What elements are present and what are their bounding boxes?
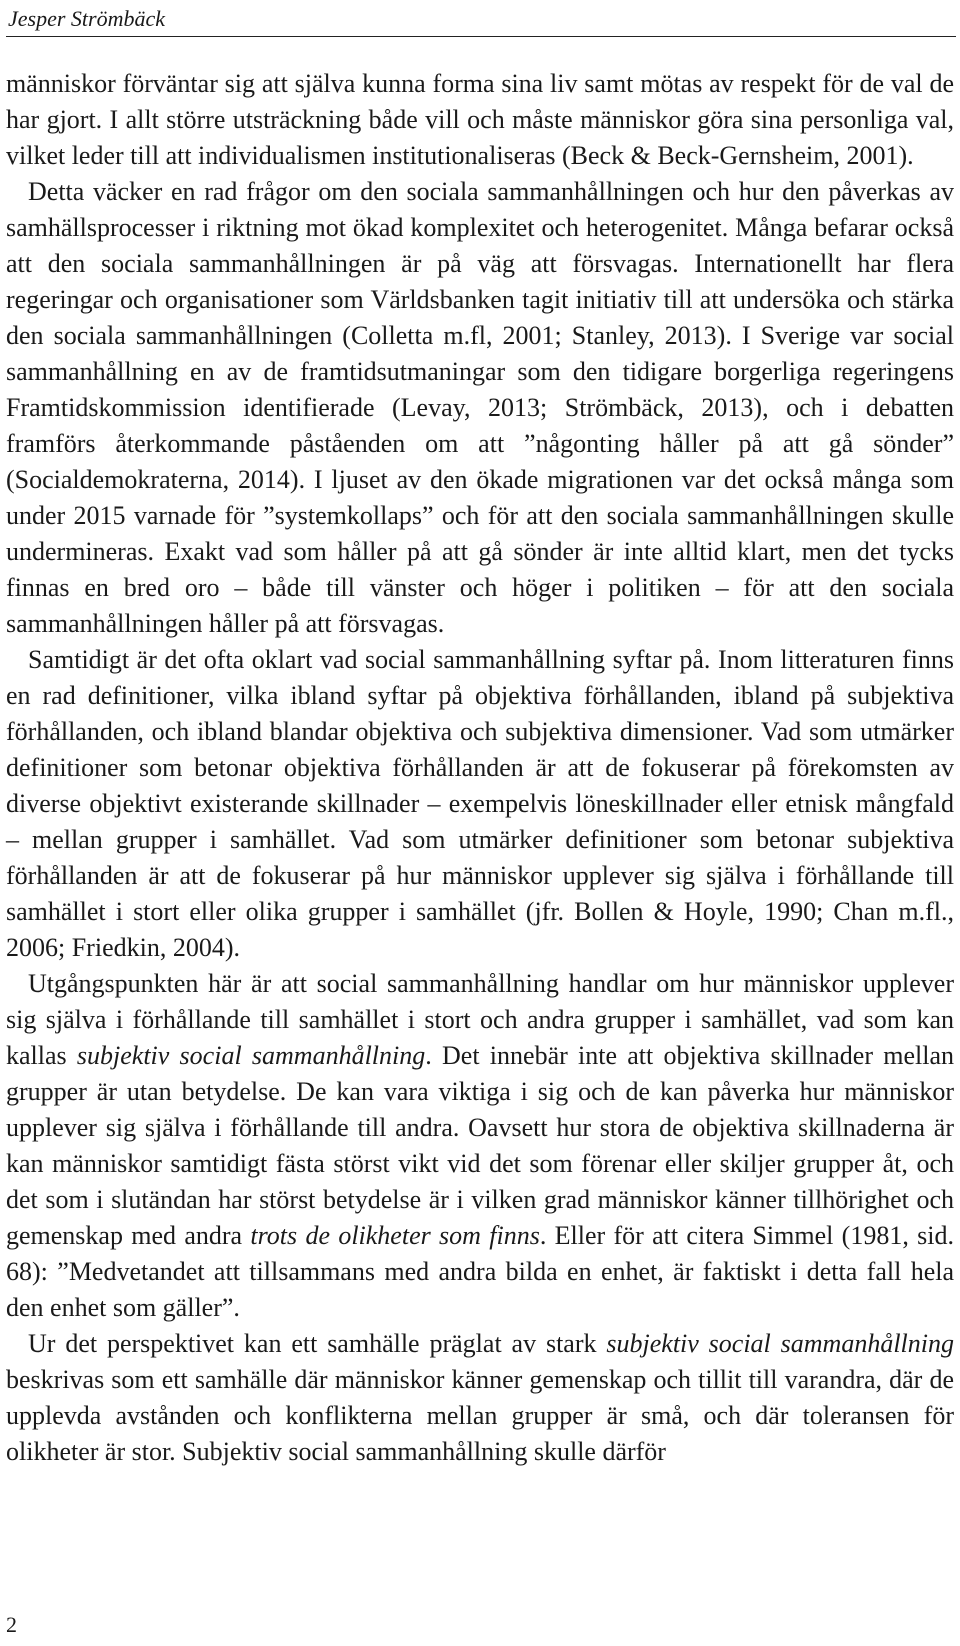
text-segment: . Eller för att citera Simmel (1981, sid. 68): ”Medvetandet att tillsammans med andra bilda en enhet, är faktiskt i detta fall hela den enhet som gäller”. (6, 1221, 954, 1322)
text-segment: Ur det perspektivet kan ett samhälle präglat av stark (28, 1329, 607, 1358)
text-segment: Samtidigt är det ofta oklart vad social sammanhållning syftar på. Inom litteraturen finns en rad definitioner, vilka ibland syftar på objektiva förhållanden, ibland på subjektiva förhållanden, och ibland blandar objektiva och subjektiva dimensioner. Vad som utmärker definitioner som betonar objektiva förhållanden är att de fokuserar på förekomsten av diverse objektivt existerande skillnader – exempelvis löneskillnader eller etnisk mångfald – mellan grupper i samhället. Vad som utmärker definitioner som betonar subjektiva förhållanden är att de fokuserar på hur människor upplever sig själva i förhållande till samhället i stort eller olika grupper i samhället (jfr. Bollen & Hoyle, 1990; Chan m.fl., 2006; Friedkin, 2004). (6, 645, 954, 962)
paragraph (6, 966, 954, 1326)
paragraph (6, 642, 954, 966)
body-text (6, 66, 954, 1470)
paragraph (6, 1326, 954, 1470)
text-segment: Utgångspunkten här är att social sammanhållning handlar om hur människor upplever sig själva i förhållande till samhället i stort och andra grupper i samhället, vad som kan kallas (6, 969, 954, 1070)
paragraph (6, 66, 954, 174)
italic-term: subjektiv social sammanhållning (606, 1329, 955, 1358)
text-segment: människor förväntar sig att själva kunna forma sina liv samt mötas av respekt för de val de har gjort. I allt större utsträckning både vill och måste människor göra sina personliga val, vilket leder till att individualismen institutionaliseras (Beck & Beck-Gernsheim, 2001). (6, 69, 954, 170)
text-segment: beskrivas som ett samhälle där människor känner gemenskap och tillit till varandra, där de upplevda avstånden och konflikterna mellan grupper är små, och där toleransen för olikheter är stor. Subjektiv social sammanhållning skulle därför (6, 1365, 954, 1466)
header-author: Jesper Strömbäck (8, 6, 166, 31)
running-header (6, 0, 956, 37)
paragraph (6, 174, 954, 642)
italic-term: subjektiv social sammanhållning (76, 1041, 426, 1070)
text-segment: . Det innebär inte att objektiva skillnader mellan grupper är utan betydelse. De kan vara viktiga i sig och de kan påverka hur människor upplever sig själva i förhållande till andra. Oavsett hur stora de objektiva skillnaderna är kan människor samtidigt fästa störst vikt vid det som förenar eller skiljer grupper åt, och det som i slutändan har störst betydelse är i vilken grad människor känner tillhörighet och gemenskap med andra (6, 1041, 954, 1250)
page-number: 2 (6, 1612, 17, 1637)
italic-term: trots de olikheter som finns (250, 1221, 540, 1250)
text-segment: Detta väcker en rad frågor om den sociala sammanhållningen och hur den påverkas av samhällsprocesser i riktning mot ökad komplexitet och heterogenitet. Många befarar också att den sociala sammanhållningen är på väg att försvagas. Internationellt har flera regeringar och organisationer som Världsbanken tagit initiativ till att undersöka och stärka den sociala sammanhållningen (Colletta m.fl, 2001; Stanley, 2013). I Sverige var social sammanhållning en av de framtidsutmaningar som den tidigare borgerliga regeringens Framtidskommission identifierade (Levay, 2013; Strömbäck, 2013), och i debatten framförs återkommande påståenden om att ”någonting håller på att gå sönder” (Socialdemokraterna, 2014). I ljuset av den ökade migrationen var det också många som under 2015 varnade för ”systemkollaps” och för att den sociala sammanhållningen skulle undermineras. Exakt vad som håller på att gå sönder är inte alltid klart, men det tycks finnas en bred oro – både till vänster och höger i politiken – för att den sociala sammanhållningen håller på att försvagas. (6, 177, 954, 638)
